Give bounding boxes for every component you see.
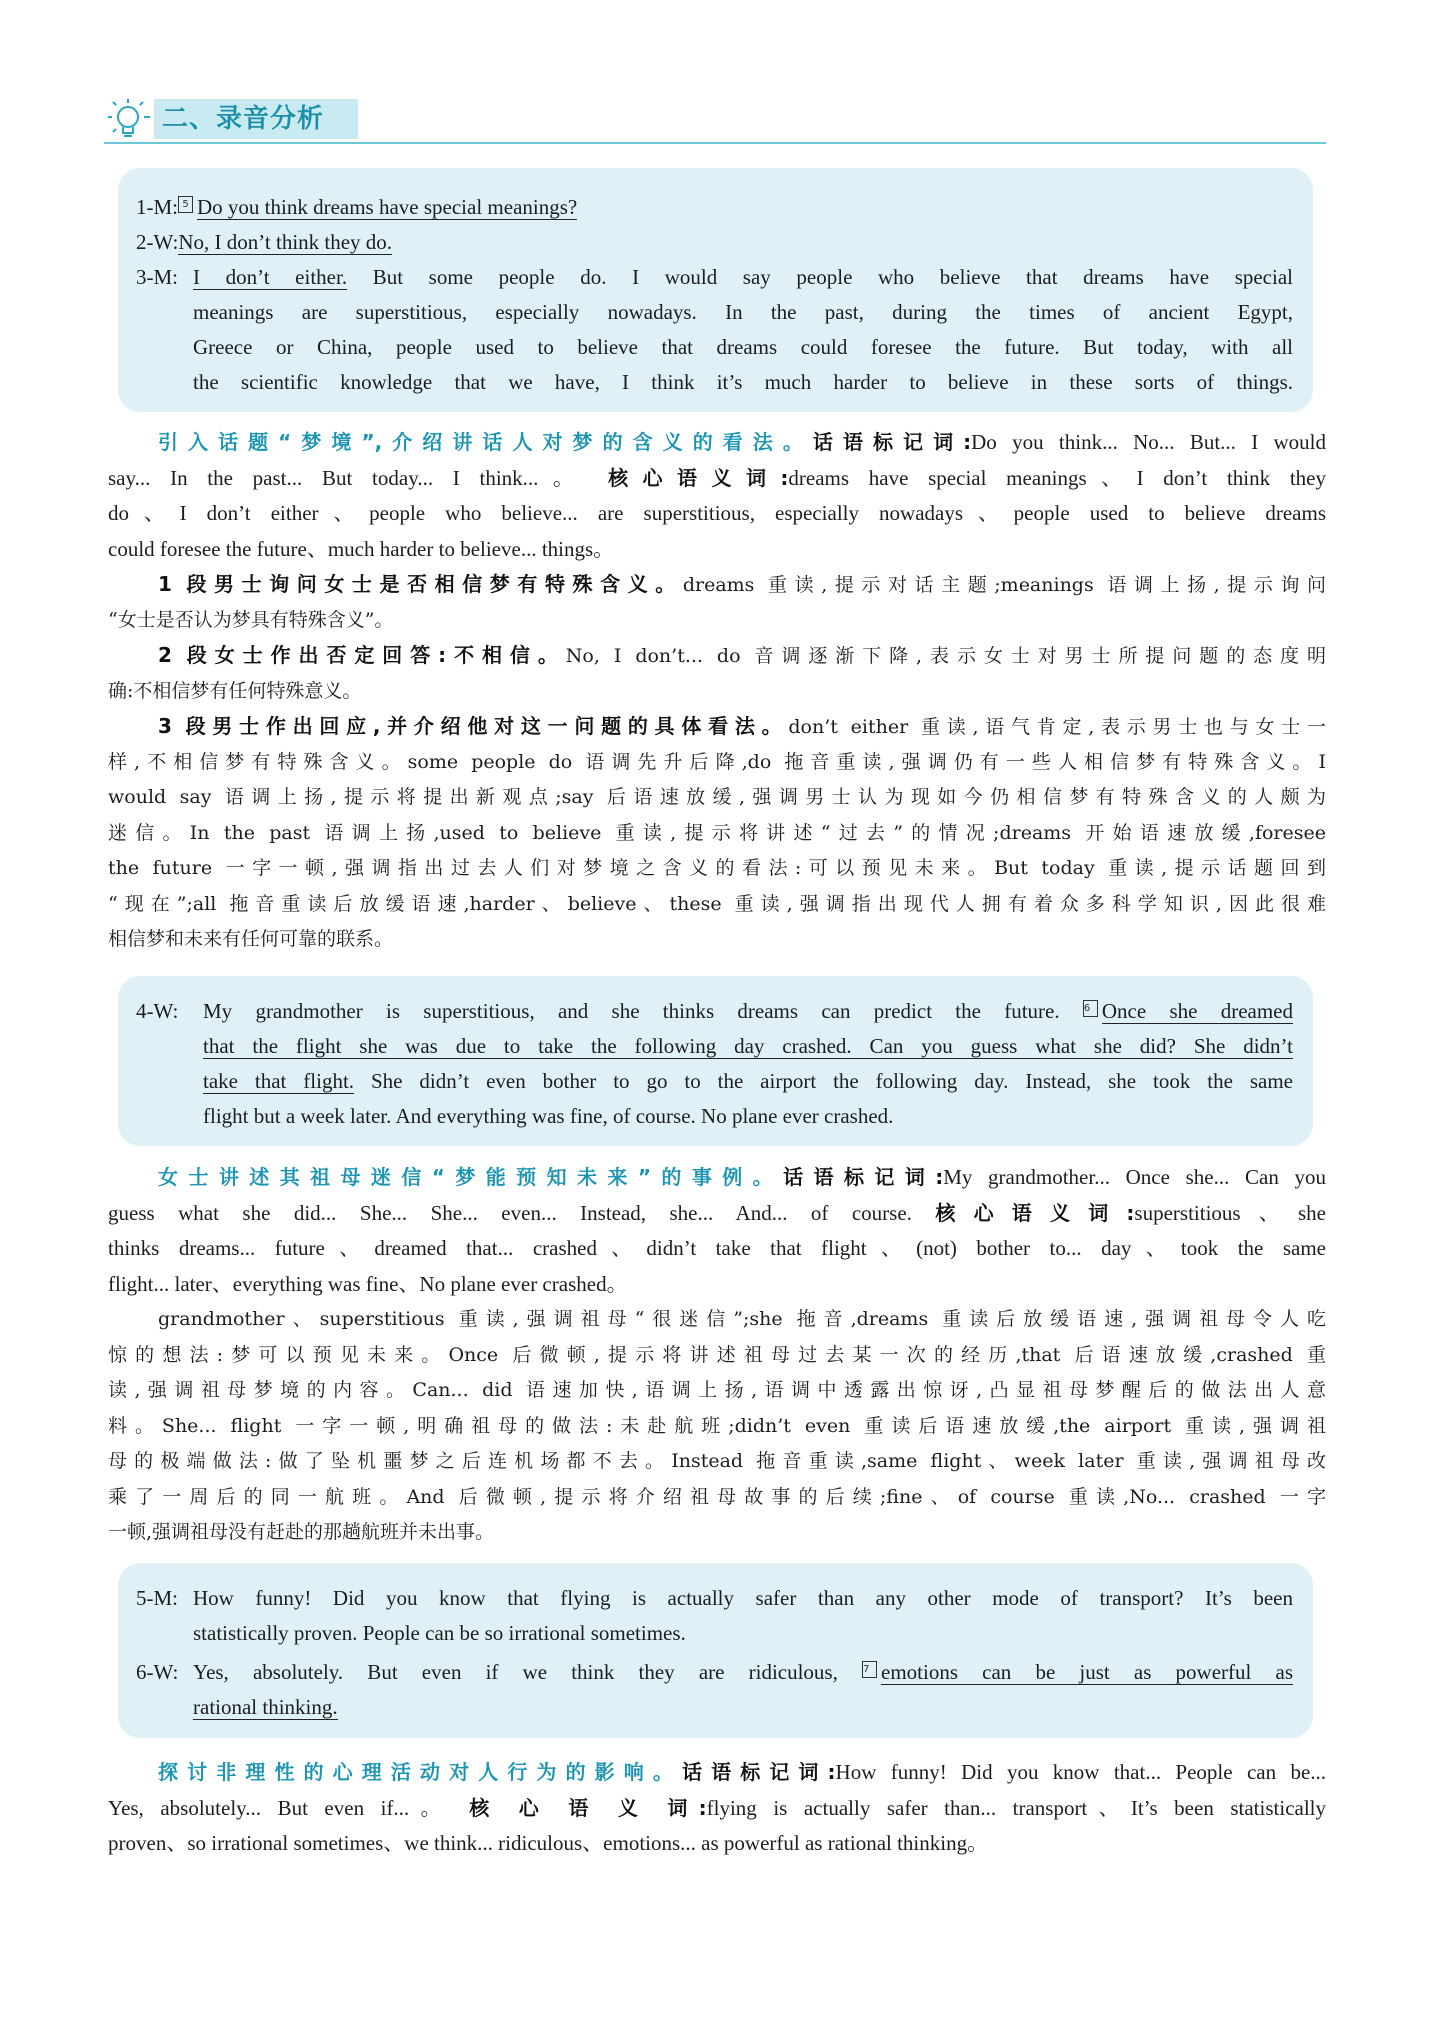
analysis-line: 样,不相信梦有特殊含义。some people do 语调先升后降,do 拖音重读,强调仍有一些人相信梦有特殊含义。I xyxy=(108,750,1326,773)
analysis-heading: 引入话题“梦境”,介绍讲话人对梦的含义的看法。 xyxy=(158,430,813,454)
dialogue-line-3a: I don’t either. But some people do. I would say people who believe that dreams have special xyxy=(193,265,1293,289)
answer-underline: emotions can be just as powerful as xyxy=(881,1660,1294,1684)
answer-underline: take that flight. xyxy=(203,1069,355,1093)
section-header xyxy=(104,97,1326,145)
dialogue-line-4-speaker: 4-W: xyxy=(136,999,179,1023)
dialogue-block-3 xyxy=(118,1563,1313,1738)
dialogue-line-6-speaker: 6-W: xyxy=(136,1660,179,1684)
dialogue-block-2 xyxy=(118,976,1313,1146)
analysis-line: proven、so irrational sometimes、we think... ridiculous、emotions... as powerful as rational thinking。 xyxy=(108,1831,989,1855)
dialogue-line-3b: meanings are superstitious, especially nowadays. In the past, during the times of ancient Egypt, xyxy=(193,300,1293,324)
paragraph-note-2: 2 段女士作出否定回答:不相信。No, I don’t... do 音调逐渐下降,表示女士对男士所提问题的态度明 xyxy=(158,643,1326,667)
dialogue-line-4d: flight but a week later. And everything was fine, of course. No plane ever crashed. xyxy=(203,1104,894,1128)
analysis-line: 女士讲述其祖母迷信“梦能预知未来”的事例。话语标记词:My grandmother... Once she... Can you xyxy=(158,1165,1326,1189)
analysis-line: Yes, absolutely... But even if...。 核 心 语 义 词:flying is actually safer than... transport、It’s been statistically xyxy=(108,1795,1326,1820)
dialogue-line-3c: Greece or China, people used to believe that dreams could foresee the future. But today, with all xyxy=(193,335,1293,359)
lightbulb-icon xyxy=(104,95,154,145)
section-title: 二、录音分析 xyxy=(154,99,358,139)
analysis-line: 乘了一周后的同一航班。And 后微顿,提示将介绍祖母故事的后续;fine、of course 重读,No... crashed 一字 xyxy=(108,1485,1326,1508)
question-number-badge: 6 xyxy=(1083,1000,1098,1017)
analysis-line: grandmother、superstitious 重读,强调祖母“很迷信”;she 拖音,dreams 重读后放缓语速,强调祖母令人吃 xyxy=(158,1308,1326,1330)
dialogue-line-5b: statistically proven. People can be so irrational sometimes. xyxy=(193,1621,686,1645)
analysis-line: 相信梦和未来有任何可靠的联系。 xyxy=(108,928,394,950)
analysis-line: 读,强调祖母梦境的内容。Can... did 语速加快,语调上扬,语调中透露出惊讶,凸显祖母梦醒后的做法出人意 xyxy=(108,1379,1326,1401)
dialogue-line-6b xyxy=(193,1690,338,1725)
answer-underline: No, I don’t think they do. xyxy=(178,230,393,254)
analysis-line: “女士是否认为梦具有特殊含义”。 xyxy=(108,608,394,631)
analysis-line: thinks dreams... future、dreamed that... crashed、didn’t take that flight、(not) bother to... day、took the same xyxy=(108,1236,1326,1260)
analysis-line: 一顿,强调祖母没有赶赴的那趟航班并未出事。 xyxy=(108,1521,495,1543)
analysis-line: 母的极端做法:做了坠机噩梦之后连机场都不去。Instead 拖音重读,same flight、week later 重读,强调祖母改 xyxy=(108,1450,1326,1472)
dialogue-block-1 xyxy=(118,168,1313,412)
dialogue-line-4b xyxy=(203,1029,1293,1064)
analysis-line: the future 一字一顿,强调指出过去人们对梦境之含义的看法:可以预见未来。But today 重读,提示话题回到 xyxy=(108,857,1326,879)
analysis-line: say... In the past... But today... I think...。 核心语义词:dreams have special meanings、I don’t think they xyxy=(108,465,1326,490)
analysis-line: could foresee the future、much harder to believe... things。 xyxy=(108,536,615,561)
analysis-line: 探讨非理性的心理活动对人行为的影响。话语标记词:How funny! Did you know that... People can be... xyxy=(158,1760,1326,1784)
answer-underline: Do you think dreams have special meanings? xyxy=(197,195,578,219)
paragraph-note-1: 1 段男士询问女士是否相信梦有特殊含义。dreams 重读,提示对话主题;meanings 语调上扬,提示询问 xyxy=(158,572,1326,596)
dialogue-line-1: 1-M: 5 Do you think dreams have special meanings? xyxy=(136,195,578,219)
analysis-heading: 探讨非理性的心理活动对人行为的影响。 xyxy=(158,1760,682,1784)
analysis-line: 惊的想法:梦可以预见未来。Once 后微顿,提示将讲述祖母过去某一次的经历,that 后语速放缓,crashed 重 xyxy=(108,1343,1326,1366)
analysis-line: 迷信。In the past 语调上扬,used to believe 重读,提示将讲述“过去”的情况;dreams 开始语速放缓,foresee xyxy=(108,821,1326,844)
question-number-badge: 5 xyxy=(178,196,193,213)
analysis-line: “现在”;all 拖音重读后放缓语速,harder、believe、these 重读,强调指出现代人拥有着众多科学知识,因此很难 xyxy=(108,892,1326,915)
answer-underline: rational thinking. xyxy=(193,1695,338,1719)
dialogue-line-4c: take that flight. She didn’t even bother to go to the airport the following day. Instead, she took the same xyxy=(203,1069,1294,1093)
answer-underline: I don’t either. xyxy=(193,265,348,289)
dialogue-line-2: 2-W:No, I don’t think they do. xyxy=(136,230,393,254)
dialogue-line-4a: My grandmother is superstitious, and she thinks dreams can predict the future. 6 Once she dreamed xyxy=(203,999,1293,1023)
answer-underline: Once she dreamed xyxy=(1101,999,1293,1023)
analysis-line: do、I don’t either、people who believe... are superstitious, especially nowadays、people used to believe dreams xyxy=(108,501,1326,525)
analysis-line: guess what she did... She... She... even... Instead, she... And... of course. 核心语义词:superstitious、she xyxy=(108,1200,1326,1225)
analysis-2 xyxy=(108,1160,1326,1551)
analysis-line: 料。She... flight 一字一顿,明确祖母的做法:未赴航班;didn’t even 重读后语速放缓,the airport 重读,强调祖 xyxy=(108,1414,1326,1437)
analysis-heading: 女士讲述其祖母迷信“梦能预知未来”的事例。 xyxy=(158,1165,784,1189)
question-number-badge: 7 xyxy=(862,1661,877,1678)
paragraph-note-3: 3 段男士作出回应,并介绍他对这一问题的具体看法。don’t either 重读,语气肯定,表示男士也与女士一 xyxy=(158,714,1326,738)
analysis-3 xyxy=(108,1755,1326,1862)
dialogue-line-3d: the scientific knowledge that we have, I think it’s much harder to believe in these sorts of things. xyxy=(193,370,1293,394)
analysis-line: 引入话题“梦境”,介绍讲话人对梦的含义的看法。话语标记词:Do you think... No... But... I would xyxy=(158,430,1326,454)
analysis-line: would say 语调上扬,提示将提出新观点;say 后语速放缓,强调男士认为现如今仍相信梦有特殊含义的人颇为 xyxy=(108,786,1326,808)
analysis-line: flight... later、everything was fine、No plane ever crashed。 xyxy=(108,1271,628,1296)
dialogue-line-5a: How funny! Did you know that flying is actually safer than any other mode of transport? It’s been xyxy=(193,1586,1293,1610)
dialogue-line-3-speaker: 3-M: xyxy=(136,265,178,289)
header-divider xyxy=(104,142,1326,144)
dialogue-line-5-speaker: 5-M: xyxy=(136,1586,178,1610)
dialogue-line-6a: Yes, absolutely. But even if we think they are ridiculous, 7 emotions can be just as powerful as xyxy=(193,1660,1294,1684)
analysis-1 xyxy=(108,425,1326,958)
analysis-line: 确:不相信梦有任何特殊意义。 xyxy=(108,679,362,702)
answer-underline: that the flight she was due to take the following day crashed. Can you guess what she did? She didn’t xyxy=(203,1034,1293,1058)
